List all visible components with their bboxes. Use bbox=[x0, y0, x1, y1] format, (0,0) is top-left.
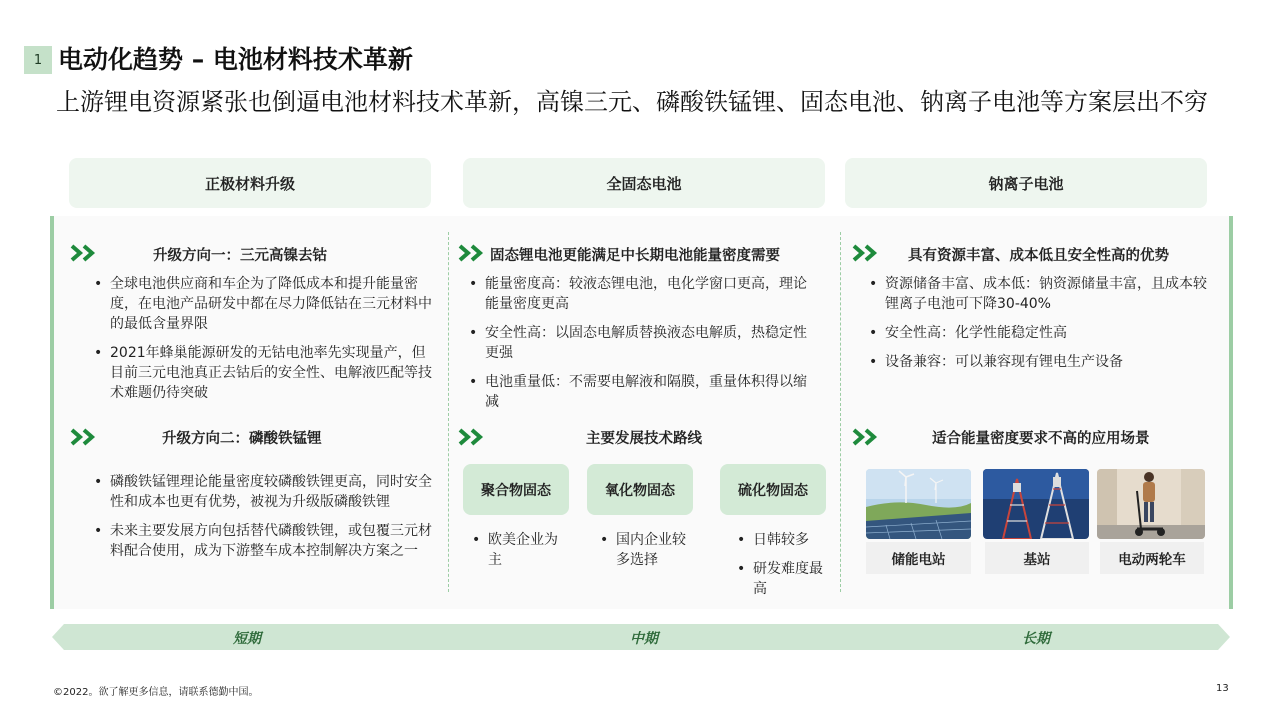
column-divider bbox=[840, 232, 841, 592]
list-item: • 未来主要发展方向包括替代磷酸铁锂，或包覆三元材料配合使用，成为下游整车成本控制解决方案之一 bbox=[92, 521, 437, 561]
tech-routes-title: 主要发展技术路线 bbox=[586, 431, 702, 447]
timeline-label-short: 短期 bbox=[233, 631, 261, 647]
sodium-advantage-list bbox=[867, 274, 1212, 381]
page-title: 电动化趋势 – 电池材料技术革新 bbox=[58, 45, 413, 74]
timeline-label-long: 长期 bbox=[1022, 631, 1050, 647]
list-item: • 日韩较多 bbox=[735, 530, 827, 550]
column-header-solid-state: 全固态电池 bbox=[463, 158, 825, 208]
telecom-tower-photo bbox=[983, 469, 1089, 539]
solar-wind-photo bbox=[866, 469, 971, 539]
cathode-direction2-list bbox=[92, 472, 437, 570]
column-header-sodium: 钠离子电池 bbox=[845, 158, 1207, 208]
cathode-direction2-title: 升级方向二：磷酸铁锰锂 bbox=[162, 431, 322, 447]
list-item: • 国内企业较多选择 bbox=[598, 530, 698, 570]
list-item: • 安全性高：化学性能稳定性高 bbox=[867, 323, 1212, 343]
page-subtitle: 上游锂电资源紧张也倒逼电池材料技术革新，高镍三元、磷酸铁锰锂、固态电池、钠离子电池等方案层出不穷 bbox=[56, 88, 1208, 116]
scenario-label-base-station: 基站 bbox=[985, 542, 1089, 574]
list-item: • 能量密度高：较液态锂电池，电化学窗口更高，理论能量密度更高 bbox=[467, 274, 812, 314]
solid-state-advantage-list bbox=[467, 274, 812, 421]
list-item: • 磷酸铁锰锂理论能量密度较磷酸铁锂更高，同时安全性和成本也更有优势，被视为升级版磷酸铁锂 bbox=[92, 472, 437, 512]
cathode-direction1-list bbox=[92, 274, 437, 412]
route-oxide: 氧化物固态 bbox=[587, 464, 693, 515]
e-scooter-photo bbox=[1097, 469, 1205, 539]
scenario-label-energy-storage: 储能电站 bbox=[866, 542, 971, 574]
route-polymer: 聚合物固态 bbox=[463, 464, 569, 515]
double-chevron-icon bbox=[852, 244, 882, 262]
list-item: • 全球电池供应商和车企为了降低成本和提升能量密度，在电池产品研发中都在尽力降低钴在三元材料中的最低含量界限 bbox=[92, 274, 437, 334]
page-number: 13 bbox=[1216, 683, 1229, 694]
route-oxide-list bbox=[598, 530, 698, 579]
double-chevron-icon bbox=[70, 244, 100, 262]
list-item: • 设备兼容：可以兼容现有锂电生产设备 bbox=[867, 352, 1212, 372]
double-chevron-icon bbox=[458, 428, 488, 446]
column-divider bbox=[448, 232, 449, 592]
list-item: • 2021年蜂巢能源研发的无钴电池率先实现量产，但目前三元电池真正去钴后的安全性、电解液匹配等技术难题仍待突破 bbox=[92, 343, 437, 403]
list-item: • 安全性高：以固态电解质替换液态电解质，热稳定性更强 bbox=[467, 323, 812, 363]
double-chevron-icon bbox=[458, 244, 488, 262]
solid-state-advantage-title: 固态锂电池更能满足中长期电池能量密度需要 bbox=[490, 248, 780, 264]
route-polymer-list bbox=[470, 530, 570, 579]
list-item: • 电池重量低：不需要电解液和隔膜，重量体积得以缩减 bbox=[467, 372, 812, 412]
scenarios-title: 适合能量密度要求不高的应用场景 bbox=[932, 431, 1150, 447]
route-sulfide-list bbox=[735, 530, 827, 608]
route-sulfide: 硫化物固态 bbox=[720, 464, 826, 515]
list-item: • 欧美企业为主 bbox=[470, 530, 570, 570]
double-chevron-icon bbox=[852, 428, 882, 446]
scenario-label-e-bike: 电动两轮车 bbox=[1100, 542, 1204, 574]
list-item: • 研发难度最高 bbox=[735, 559, 827, 599]
sodium-advantage-title: 具有资源丰富、成本低且安全性高的优势 bbox=[908, 248, 1169, 264]
timeline-label-mid: 中期 bbox=[630, 631, 658, 647]
list-item: • 资源储备丰富、成本低：钠资源储量丰富，且成本较锂离子电池可下降30-40% bbox=[867, 274, 1212, 314]
footer-copyright: ©2022。欲了解更多信息，请联系德勤中国。 bbox=[53, 687, 259, 698]
section-number-badge: 1 bbox=[24, 46, 52, 74]
double-chevron-icon bbox=[70, 428, 100, 446]
cathode-direction1-title: 升级方向一：三元高镍去钴 bbox=[153, 248, 327, 264]
column-header-cathode: 正极材料升级 bbox=[69, 158, 431, 208]
